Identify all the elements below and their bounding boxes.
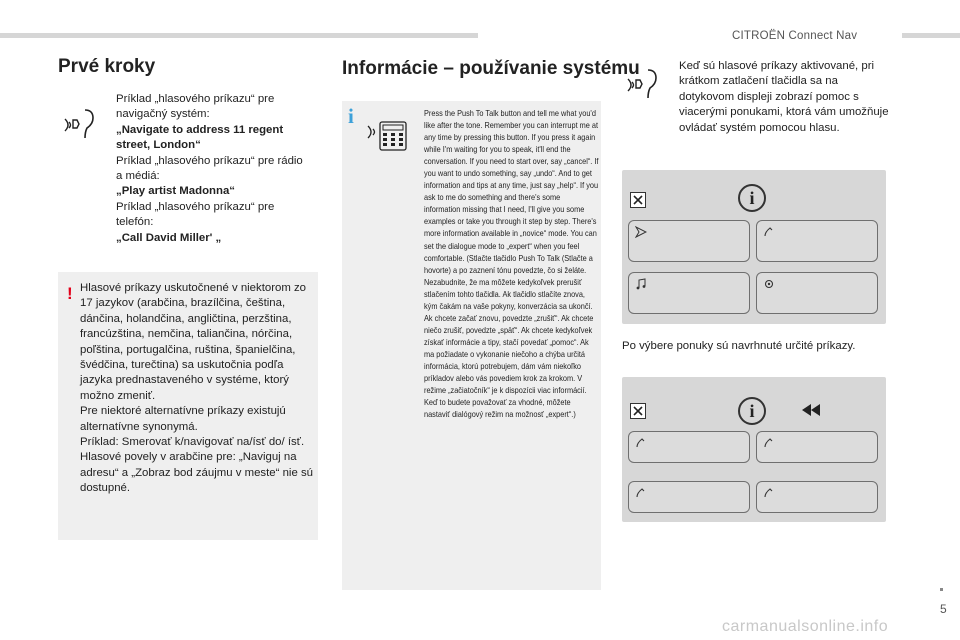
voice-command-icon-2 — [626, 66, 666, 102]
voice-commands-screen — [622, 377, 886, 522]
section-title-first-steps: Prvé kroky — [58, 56, 156, 77]
intro-text: Keď sú hlasové príkazy aktivované, pri krátkom zatlačení tlačidla sa na dotykovom displeji zobrazí pomoc s viacerými ponukami, ktorá vám umožňuje ovládať systém pomocou hlasu. — [679, 60, 889, 134]
command-tile[interactable] — [628, 431, 750, 463]
settings-icon — [763, 278, 775, 290]
info-icon: i — [348, 104, 354, 128]
music-icon — [635, 278, 647, 290]
info-text: Press the Push To Talk button and tell me what you'd like after the tone. Remember you can interrupt me at any time by pressing this button. If you press it again while I'm waiting for you to speak, it'll end the conversation. If you need to start over, say „cancel“. If you want to undo something, say „undo“. And to get information and tips at any time, just say „help“. If you ask to me do something and there's some information missing that I need, I'll give you some examples or take you through it step by step. There's more information available in „novice“ mode. You can set the dialogue mode to „expert“ when you feel comfortable. (Stlačte tlačidlo Push To Talk (Stlačte a hovorte) a po zaznení tónu povedzte, čo si želáte. Nezabudnite, že ma môžete kedykoľvek prerušiť stlačením tohto tlačidla. Ak tlačidlo stlačíte znova, kým čakám na vaše pokyny, konverzácia sa ukončí. Ak chcete začať znovu, povedzte „zrušiť“. Ak chcete niečo zrušiť, povedzte „späť“. Ak chcete kedykoľvek získať informácie a tipy, stačí povedať „pomoc“. Ak ma požiadate o vykonanie niečoho a chýba určitá informácia, ktorú potrebujem, dám vám niekoľko príkladov alebo vás povediem krok za krokom. V režime „začiatočník“ je k dispozícii viac informácií. Keď to budete považovať za vhodné, môžete nastaviť dialógový režim na možnosť „expert“.) — [424, 108, 599, 420]
warning-paragraph: Hlasové povely v arabčine pre: „Naviguj na adresu“ a „Zobraz bod záujmu v meste“ nie sú dostupné. — [80, 451, 313, 495]
close-icon[interactable] — [630, 403, 646, 419]
navigation-icon — [635, 226, 647, 238]
warning-icon: ! — [67, 284, 73, 303]
watermark: carmanualsonline.info — [722, 618, 889, 635]
menu-tile-settings[interactable] — [756, 272, 878, 314]
phone-icon — [763, 226, 775, 238]
brand-label: CITROËN Connect Nav — [732, 30, 858, 42]
caption-text: Po výbere ponuky sú navrhnuté určité príkazy. — [622, 340, 856, 352]
menu-tile-phone[interactable] — [756, 220, 878, 262]
menu-tile-music[interactable] — [628, 272, 750, 314]
menu-tile-navigation[interactable] — [628, 220, 750, 262]
example-command: „Call David Miller' „ — [116, 231, 222, 244]
header-rule — [0, 33, 478, 38]
section-title-information: Informácie – používanie systému — [342, 58, 640, 79]
example-command: „Navigate to address 11 regent street, London“ — [116, 123, 284, 152]
phone-icon — [635, 487, 647, 499]
page-number: 5 — [940, 602, 947, 616]
command-tile[interactable] — [756, 481, 878, 513]
command-tile[interactable] — [628, 481, 750, 513]
example-label: Príklad „hlasového príkazu“ pre rádio a médiá: — [116, 154, 303, 183]
warning-text — [80, 281, 316, 497]
warning-paragraph: Pre niektoré alternatívne príkazy existujú alternatívne synonymá. — [80, 405, 286, 433]
phone-icon — [635, 437, 647, 449]
voice-command-examples — [116, 92, 306, 246]
voice-keypad-icon — [364, 112, 410, 156]
example-command: „Play artist Madonna“ — [116, 185, 235, 198]
help-info-icon[interactable]: i — [738, 184, 766, 212]
voice-menu-screen — [622, 170, 886, 324]
help-info-icon[interactable]: i — [738, 397, 766, 425]
command-tile[interactable] — [756, 431, 878, 463]
voice-command-icon — [63, 106, 103, 142]
close-icon[interactable] — [630, 192, 646, 208]
phone-icon — [763, 437, 775, 449]
phone-icon — [763, 487, 775, 499]
page-marker — [940, 588, 943, 591]
example-label: Príklad „hlasového príkazu“ pre navigačný systém: — [116, 93, 275, 121]
back-icon[interactable] — [800, 402, 822, 418]
warning-paragraph: Príklad: Smerovať k/navigovať na/ísť do/ ísť. — [80, 436, 305, 449]
header-rule-right — [902, 33, 960, 38]
warning-paragraph: Hlasové príkazy uskutočnené v niektorom zo 17 jazykov (arabčina, brazílčina, čeština, dánčina, holandčina, angličtina, perzština, francúzština, nemčina, taliančina, nórčina, poľština, portugalčina, ruština, španielčina, švédčina, turečtina) sa uskutočnia podľa jazyka prednastaveného v systéme, ktorý možno zmeniť. — [80, 282, 307, 402]
example-label: Príklad „hlasového príkazu“ pre telefón: — [116, 200, 275, 229]
